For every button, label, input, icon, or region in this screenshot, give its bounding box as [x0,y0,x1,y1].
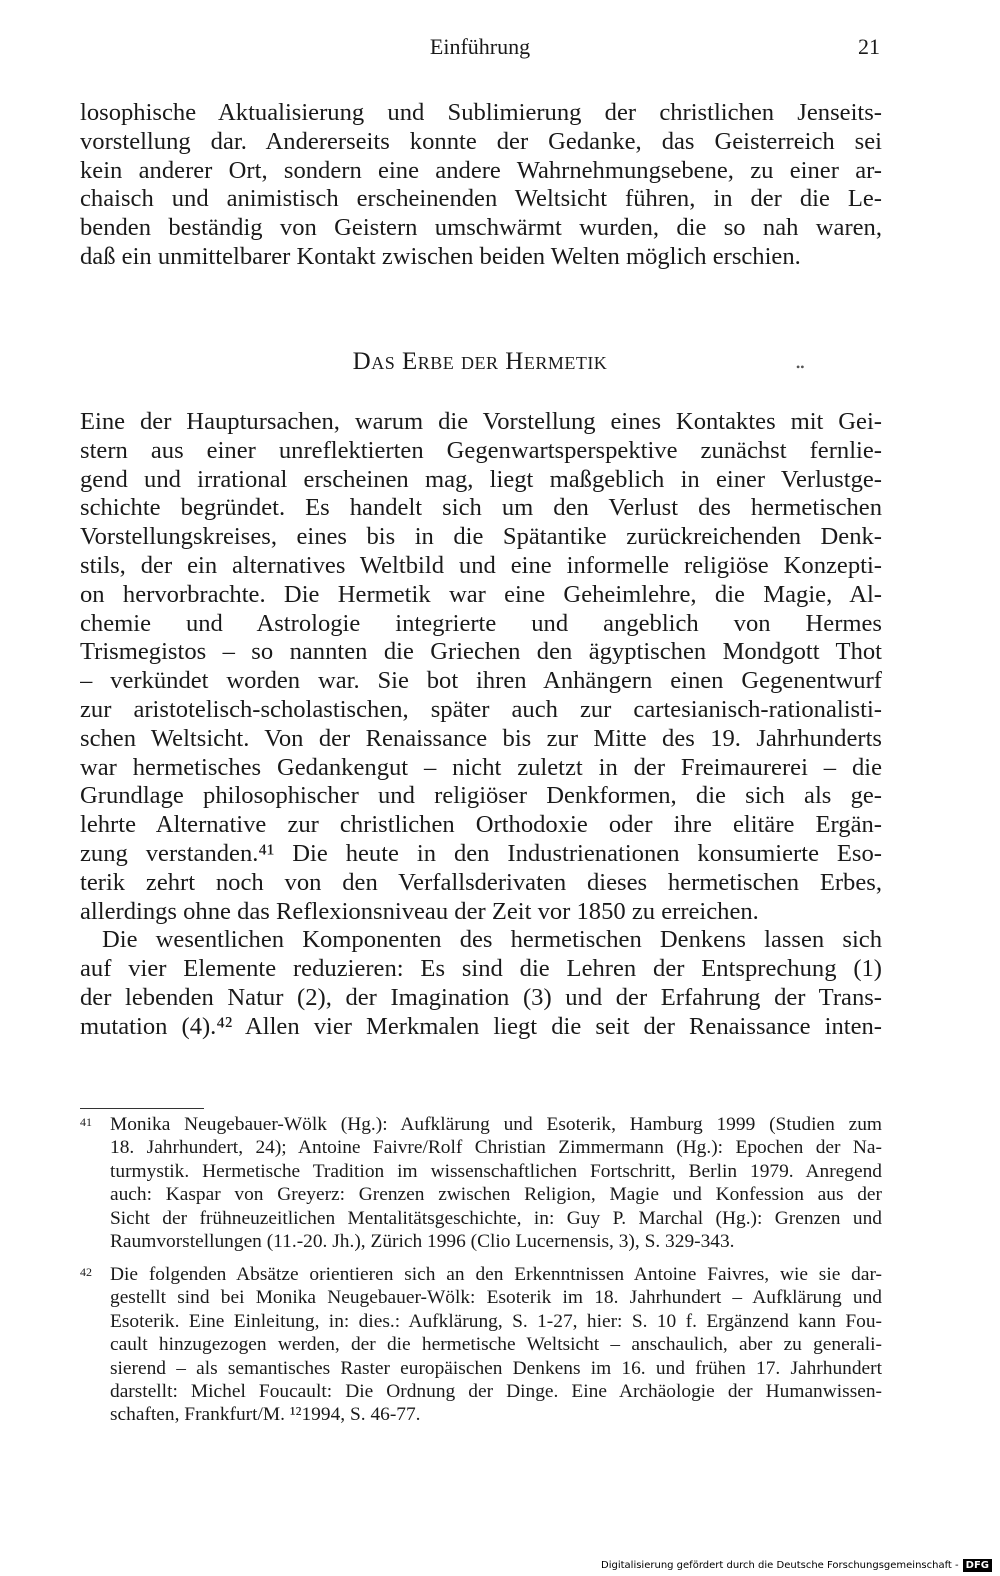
footnote-line: darstellt: Michel Foucault: Die Ordnung der Dinge. Eine Archäologie der Humanwissen- [110,1380,882,1402]
footnote-number: 41 [80,1115,92,1129]
text-line: chemie und Astrologie integrierte und angeblich von Hermes [80,609,882,637]
footnote-line: 18. Jahrhundert, 24); Antoine Faivre/Rolf Christian Zimmermann (Hg.): Epochen der Na- [110,1137,882,1159]
text-line: war hermetisches Gedankengut – nicht zuletzt in der Freimaurerei – die [80,753,882,781]
footnote-line: schaften, Frankfurt/M. ¹²1994, S. 46-77. [110,1404,421,1426]
text-line: stils, der ein alternatives Weltbild und eine informelle religiöse Konzepti- [80,551,882,579]
footnote-line: Esoterik. Eine Einleitung, in: dies.: Aufklärung, S. 1-27, hier: S. 10 f. Ergänzend kann Fou- [110,1310,882,1332]
paragraph-2 [80,408,882,1042]
text-line: Eine der Hauptursachen, warum die Vorstellung eines Kontaktes mit Gei- [80,408,882,435]
margin-mark: •• [796,360,805,374]
text-line: Grundlage philosophischer und religiöser Denkformen, die sich als ge- [80,782,882,810]
text-line: benden beständig von Geistern umschwärmt wurden, die so nah waren, [80,214,882,242]
footnote-number: 42 [80,1265,92,1279]
text-line: on hervorbrachte. Die Hermetik war eine Geheimlehre, die Magie, Al- [80,580,882,608]
footnote-line: turmystik. Hermetische Tradition im wissenschaftlichen Fortschritt, Berlin 1979. Anregend [110,1160,882,1182]
text-line: schen Weltsicht. Von der Renaissance bis zur Mitte des 19. Jahrhunderts [80,724,882,752]
text-line: der lebenden Natur (2), der Imagination (3) und der Erfahrung der Trans- [80,983,882,1011]
footnote-line: Monika Neugebauer-Wölk (Hg.): Aufklärung und Esoterik, Hamburg 1999 (Studien zum [110,1114,882,1135]
page-number: 21 [858,34,880,59]
text-line: Die wesentlichen Komponenten des hermetischen Denkens lassen sich [102,926,882,954]
digitization-credit [601,1559,992,1572]
text-line: chaisch und animistisch erscheinenden Weltsicht führen, in der die Le- [80,185,882,213]
running-title: Einführung [429,34,531,59]
paragraph-1 [80,99,882,272]
footnote-line: Sicht der frühneuzeitlichen Mentalitätsgeschichte, in: Guy P. Marchal (Hg.): Grenzen und [110,1207,882,1229]
text-line: Trismegistos – so nannten die Griechen den ägyptischen Mondgott Thot [80,638,882,666]
footnote-line: sierend – als semantisches Raster europäischen Denkens im 16. und frühen 17. Jahrhundert [110,1357,882,1379]
footnote-line: gestellt sind bei Monika Neugebauer-Wölk: Esoterik im 18. Jahrhundert – Aufklärung und [110,1287,882,1309]
section-heading-text: Das Erbe der Hermetik [352,348,608,375]
text-line: vorstellung dar. Andererseits konnte der Gedanke, das Geisterreich sei [80,127,882,155]
text-line: kein anderer Ort, sondern eine andere Wahrnehmungsebene, zu einer ar- [80,156,882,184]
text-line: losophische Aktualisierung und Sublimierung der christlichen Jenseits- [80,99,882,126]
text-line: zung verstanden.⁴¹ Die heute in den Industrienationen konsumierte Eso- [80,839,882,867]
text-line: terik zehrt noch von den Verfallsderivaten dieses hermetischen Erbes, [80,868,882,896]
footnote-rule [80,1108,204,1109]
page-header [80,30,880,64]
footnote-line: Die folgenden Absätze orientieren sich an den Erkenntnissen Antoine Faivres, wie sie dar- [110,1264,882,1285]
text-line: – verkündet worden war. Sie bot ihren Anhängern einen Gegenentwurf [80,667,882,695]
text-line: gend und irrational erscheinen mag, liegt maßgeblich in einer Verlustge- [80,465,882,493]
footnote-line: Raumvorstellungen (11.-20. Jh.), Zürich 1996 (Clio Lucernensis, 3), S. 329-343. [110,1230,735,1252]
dfg-logo: DFG [963,1559,992,1572]
footnote-line: auch: Kaspar von Greyerz: Grenzen zwischen Religion, Magie und Konfession aus der [110,1184,882,1206]
footnote-line: cault hinzugezogen werden, der die hermetische Weltsicht – anschaulich, aber zu generali- [110,1334,882,1356]
text-line: allerdings ohne das Reflexionsniveau der Zeit vor 1850 zu erreichen. [80,897,759,925]
section-heading [80,348,880,376]
text-line: auf vier Elemente reduzieren: Es sind die Lehren der Entsprechung (1) [80,955,882,983]
credit-text: Digitalisierung gefördert durch die Deutsche Forschungsgemeinschaft - [601,1560,959,1571]
text-line: daß ein unmittelbarer Kontakt zwischen beiden Welten möglich erschien. [80,242,801,270]
text-line: lehrte Alternative zur christlichen Orthodoxie oder ihre elitäre Ergän- [80,811,882,839]
text-line: Vorstellungskreises, eines bis in die Spätantike zurückreichenden Denk- [80,523,882,551]
text-line: schichte begründet. Es handelt sich um den Verlust des hermetischen [80,494,882,522]
footnote-41 [80,1113,882,1253]
footnote-42 [80,1263,882,1427]
text-line: mutation (4).⁴² Allen vier Merkmalen liegt die seit der Renaissance inten- [80,1012,882,1040]
text-line: stern aus einer unreflektierten Gegenwartsperspektive zunächst fernlie- [80,436,882,464]
text-line: zur aristotelisch-scholastischen, später auch zur cartesianisch-rationalisti- [80,695,882,723]
